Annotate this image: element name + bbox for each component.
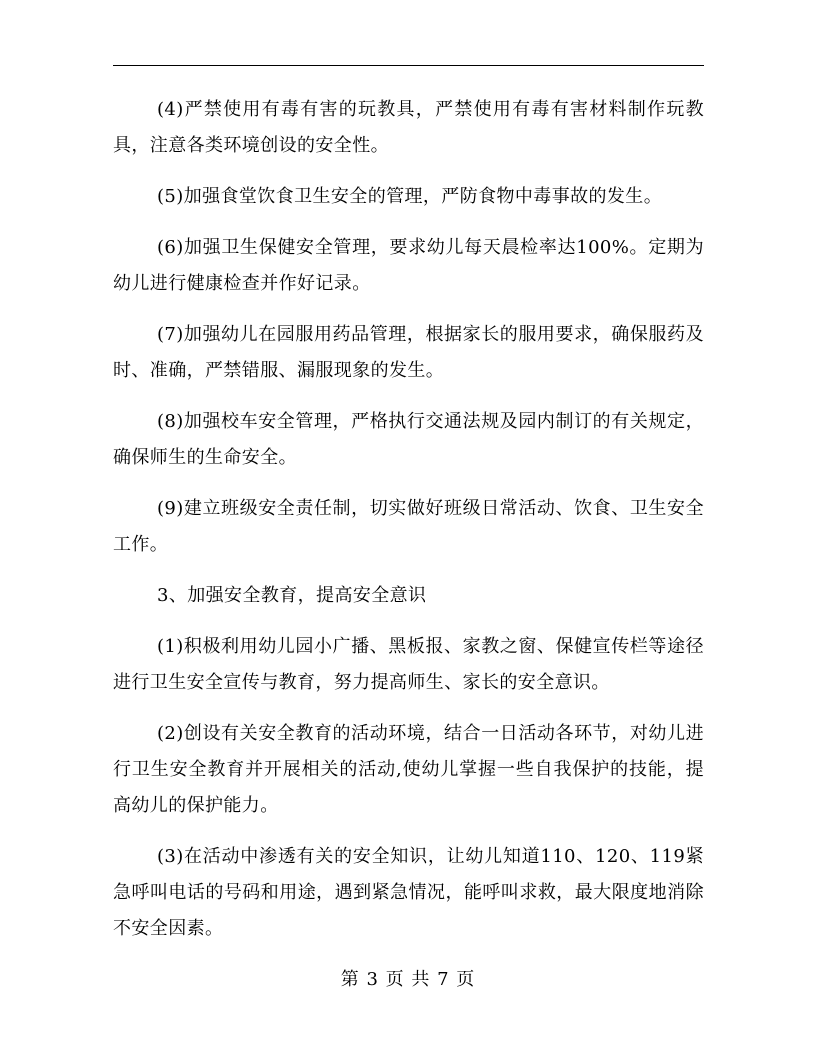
paragraph-5: (5)加强食堂饮食卫生安全的管理，严防食物中毒事故的发生。 bbox=[157, 186, 663, 207]
paragraph-9: (9)建立班级安全责任制，切实做好班级日常活动、饮食、卫生安全工作。 bbox=[113, 498, 704, 555]
section-heading-3: 3、加强安全教育，提高安全意识 bbox=[157, 585, 427, 606]
paragraph-7: (7)加强幼儿在园服用药品管理，根据家长的服用要求，确保服药及时、准确，严禁错服、漏服现象的发生。 bbox=[113, 324, 704, 381]
paragraph-3-3: (3)在活动中渗透有关的安全知识，让幼儿知道110、120、119紧急呼叫电话的号码和用途，遇到紧急情况，能呼叫求救，最大限度地消除不安全因素。 bbox=[113, 846, 704, 939]
document-body bbox=[113, 92, 704, 962]
page-number-footer: 第 3 页 共 7 页 bbox=[340, 969, 476, 990]
paragraph-3-2: (2)创设有关安全教育的活动环境，结合一日活动各环节，对幼儿进行卫生安全教育并开展相关的活动,使幼儿掌握一些自我保护的技能，提高幼儿的保护能力。 bbox=[113, 723, 704, 816]
paragraph-6: (6)加强卫生保健安全管理，要求幼儿每天晨检率达100%。定期为幼儿进行健康检查并作好记录。 bbox=[113, 237, 704, 294]
paragraph-4: (4)严禁使用有毒有害的玩教具，严禁使用有毒有害材料制作玩教具，注意各类环境创设的安全性。 bbox=[113, 99, 704, 156]
paragraph-8: (8)加强校车安全管理，严格执行交通法规及园内制订的有关规定，确保师生的生命安全。 bbox=[113, 411, 704, 468]
paragraph-3-1: (1)积极利用幼儿园小广播、黑板报、家教之窗、保健宣传栏等途径进行卫生安全宣传与教育，努力提高师生、家长的安全意识。 bbox=[113, 636, 704, 693]
header-rule bbox=[113, 65, 704, 66]
